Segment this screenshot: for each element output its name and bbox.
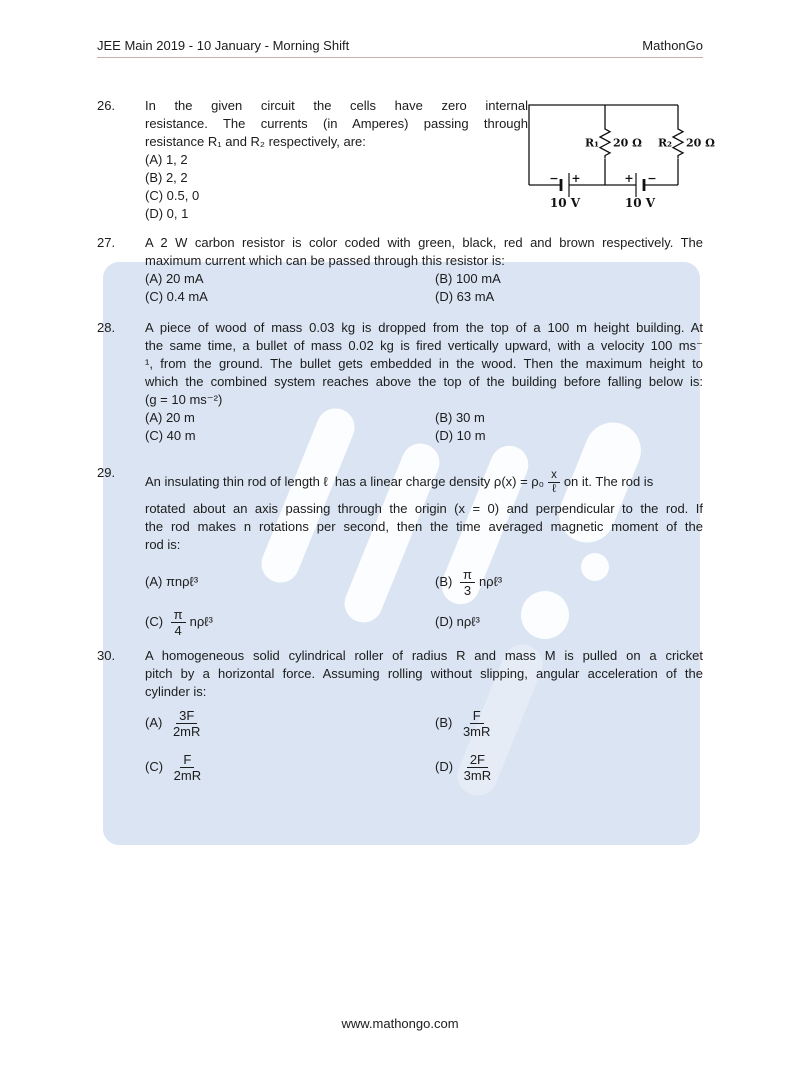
text-run: resistance. The currents (in Amperes) passing through	[145, 116, 528, 131]
text-run: (C)	[145, 759, 167, 774]
fraction-denominator: 3mR	[462, 723, 491, 739]
question-line	[145, 500, 703, 518]
question-line	[145, 97, 528, 115]
fraction	[548, 469, 560, 496]
text-run: rod is:	[145, 537, 181, 552]
fraction-numerator: 3F	[176, 708, 197, 724]
question-line	[145, 234, 703, 252]
header	[97, 38, 703, 53]
text-run: (D)	[435, 759, 457, 774]
text-run: An insulating thin rod of length ℓ has a linear charge density ρ(x) = ρ₀	[145, 474, 545, 489]
question-30	[97, 647, 703, 789]
fraction-numerator: F	[180, 752, 194, 768]
option-b	[435, 708, 703, 739]
text-run: (D) 0, 1	[145, 206, 189, 221]
text-run: (B) 100 mA	[435, 271, 501, 286]
header-title: JEE Main 2019 - 10 January - Morning Shift	[97, 38, 350, 53]
question-27	[97, 234, 703, 306]
question-line	[145, 665, 703, 683]
text-run: (C) 0.4 mA	[145, 289, 208, 304]
text-run: (D) 10 m	[435, 428, 486, 443]
question-number: 26.	[97, 98, 116, 113]
option-a	[145, 409, 435, 427]
header-rule	[97, 57, 703, 58]
resistor-r1-label: R₁	[585, 136, 599, 150]
fraction	[461, 752, 494, 783]
question-line	[145, 133, 528, 151]
text-run: (A) πnρℓ³	[145, 574, 199, 589]
text-run: A 2 W carbon resistor is color coded with green, black, red and brown respectively. The	[145, 235, 703, 250]
question-line	[145, 536, 703, 554]
text-run: (D) nρℓ³	[435, 614, 480, 629]
resistor-r2-value: 20 Ω	[686, 136, 715, 150]
fraction	[171, 752, 204, 783]
option-b	[435, 409, 703, 427]
question-body	[145, 319, 703, 445]
text-run: the same time, a bullet of mass 0.02 kg is fired vertically upward, with a velocity 100 ms⁻	[145, 338, 703, 353]
brand-label: MathonGo	[642, 38, 703, 53]
question-28	[97, 319, 703, 445]
fraction	[171, 607, 186, 638]
text-run: (A) 1, 2	[145, 152, 188, 167]
text-run: the rod makes n rotations per second, then the time averaged magnetic moment of the	[145, 519, 703, 534]
resistor-r2-label: R₂	[658, 136, 672, 150]
footer-link[interactable]: www.mathongo.com	[341, 1016, 459, 1031]
question-line	[145, 464, 703, 500]
question-number: 30.	[97, 648, 116, 663]
question-number: 28.	[97, 320, 116, 335]
resistor-r1-value: 20 Ω	[613, 136, 642, 150]
text-run: (g = 10 ms⁻²)	[145, 392, 223, 407]
option-c	[145, 427, 435, 445]
question-number: 27.	[97, 235, 116, 250]
option-b	[435, 270, 703, 288]
text-run: A piece of wood of mass 0.03 kg is dropped from the top of a 100 m height building. At	[145, 320, 703, 335]
question-body	[145, 464, 703, 642]
question-29	[97, 464, 703, 642]
text-run: resistance R₁ and R₂ respectively, are:	[145, 134, 366, 149]
option-c	[145, 752, 435, 783]
fraction-denominator: 3	[463, 582, 472, 598]
question-line	[145, 647, 703, 665]
text-run: ¹, from the ground. The bullet gets embedded in the wood. Then the maximum height to	[145, 356, 703, 371]
fraction-denominator: 2mR	[172, 723, 201, 739]
battery-right-minus-sign: −	[647, 172, 657, 185]
text-run: (C)	[145, 614, 167, 629]
text-run: A homogeneous solid cylindrical roller of radius R and mass M is pulled on a cricket	[145, 648, 703, 663]
battery-left-plus-sign: +	[571, 172, 581, 185]
option-row	[145, 701, 703, 745]
option-d	[435, 427, 703, 445]
question-line	[145, 319, 703, 337]
question-line	[145, 252, 703, 270]
resistor-r1-zigzag	[600, 126, 610, 159]
question-body	[145, 97, 528, 223]
option-row	[145, 409, 703, 427]
fraction	[460, 567, 475, 598]
text-run: rotated about an axis passing through the origin (x = 0) and perpendicular to the rod. If	[145, 501, 703, 516]
option-d	[435, 613, 703, 631]
question-line	[145, 205, 528, 223]
battery-right-plus-sign: +	[624, 172, 634, 185]
text-run: In the given circuit the cells have zero internal	[145, 98, 528, 113]
option-row	[145, 288, 703, 306]
option-a	[145, 573, 435, 591]
text-run: cylinder is:	[145, 684, 207, 699]
text-run: (B)	[435, 715, 456, 730]
fraction-denominator: 4	[174, 622, 182, 638]
text-run: (A) 20 mA	[145, 271, 204, 286]
text-run: (A) 20 m	[145, 410, 195, 425]
option-row	[145, 745, 703, 789]
resistor-r2-zigzag	[673, 126, 683, 159]
question-body	[145, 647, 703, 789]
text-run: (B) 2, 2	[145, 170, 188, 185]
option-b	[435, 567, 703, 598]
text-run: (A)	[145, 715, 166, 730]
option-a	[145, 708, 435, 739]
footer	[0, 1016, 800, 1031]
question-line	[145, 337, 703, 355]
question-line	[145, 355, 703, 373]
text-run: (B)	[435, 574, 456, 589]
text-run: (C) 40 m	[145, 428, 196, 443]
text-run: (C) 0.5, 0	[145, 188, 200, 203]
fraction-denominator: 3mR	[463, 767, 492, 783]
question-line	[145, 373, 703, 391]
fraction-numerator: 2F	[467, 752, 488, 768]
option-row	[145, 270, 703, 288]
option-row	[145, 602, 703, 642]
fraction-numerator: π	[171, 607, 186, 623]
option-d	[435, 752, 703, 783]
question-26	[97, 97, 528, 223]
battery-left-voltage-label: 10 V	[549, 196, 581, 210]
text-run: on it. The rod is	[563, 474, 654, 489]
text-run: which the combined system reaches above the top of the building before falling below is:	[145, 374, 703, 389]
fraction-numerator: F	[470, 708, 484, 724]
question-number: 29.	[97, 465, 116, 480]
fraction	[170, 708, 203, 739]
option-d	[435, 288, 703, 306]
option-a	[145, 270, 435, 288]
question-line	[145, 151, 528, 169]
question-body	[145, 234, 703, 306]
text-run: nρℓ³	[189, 614, 213, 629]
option-c	[145, 607, 435, 638]
option-row	[145, 562, 703, 602]
option-row	[145, 427, 703, 445]
fraction-denominator: 2mR	[173, 767, 202, 783]
text-run: (B) 30 m	[435, 410, 485, 425]
question-line	[145, 115, 528, 133]
circuit-figure	[525, 95, 715, 217]
fraction-denominator: ℓ	[552, 482, 556, 495]
text-run: pitch by a horizontal force. Assuming rolling without slipping, angular acceleration of the	[145, 666, 703, 681]
question-line	[145, 391, 703, 409]
fraction	[460, 708, 493, 739]
battery-left-minus-sign: −	[549, 172, 559, 185]
fraction-numerator: π	[460, 567, 475, 583]
option-c	[145, 288, 435, 306]
question-line	[145, 187, 528, 205]
question-line	[145, 518, 703, 536]
text-run: (D) 63 mA	[435, 289, 495, 304]
text-run: maximum current which can be passed through this resistor is:	[145, 253, 505, 268]
question-line	[145, 683, 703, 701]
fraction-numerator: x	[548, 469, 560, 483]
battery-right-voltage-label: 10 V	[624, 196, 656, 210]
text-run: nρℓ³	[478, 574, 503, 589]
question-line	[145, 169, 528, 187]
